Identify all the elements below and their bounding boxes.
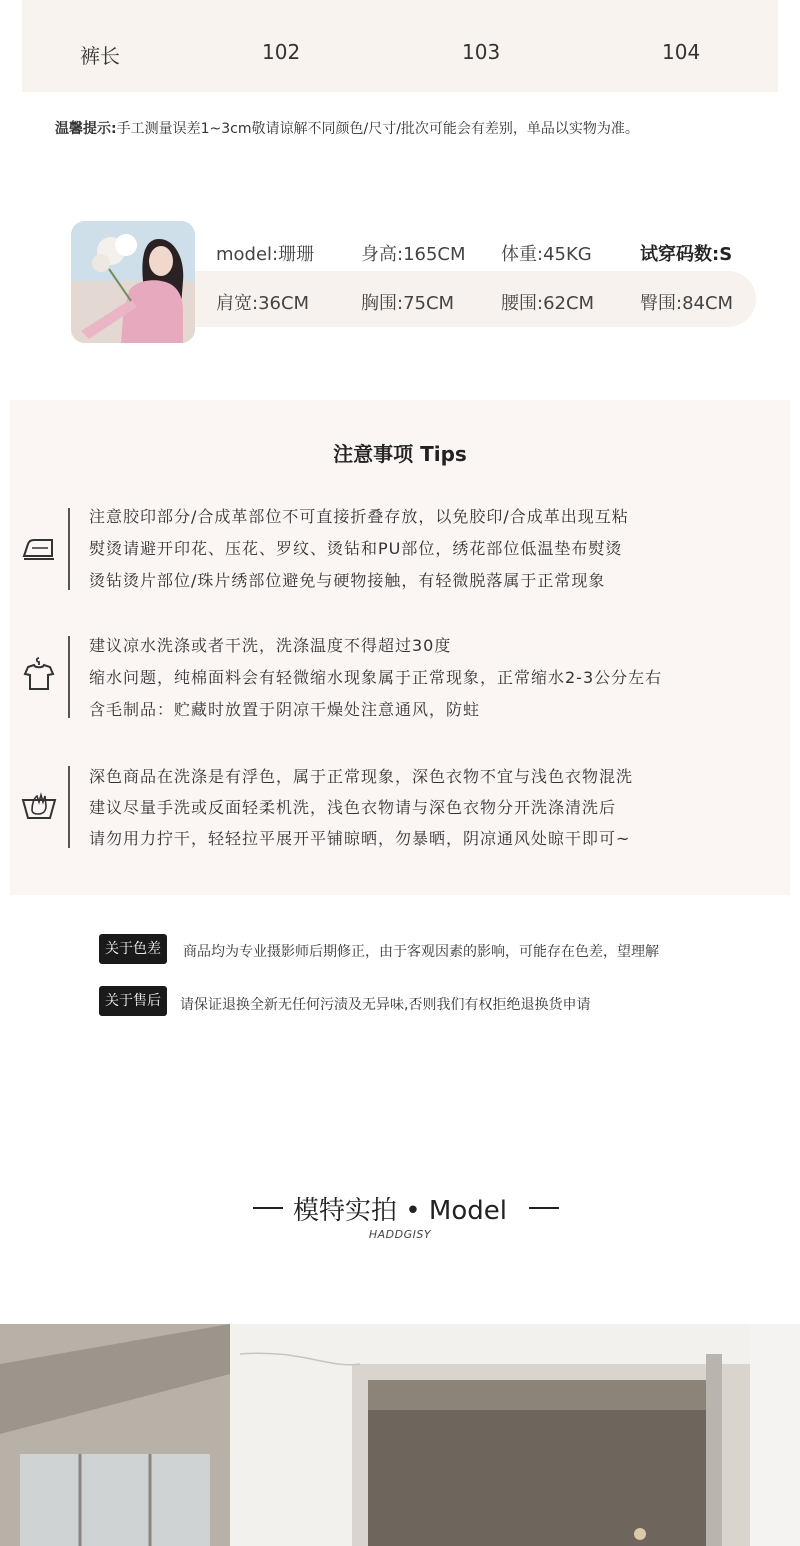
after-sales-badge: 关于售后 bbox=[99, 986, 167, 1016]
size-value: 103 bbox=[462, 40, 501, 64]
model-name: model:珊珊 bbox=[216, 244, 315, 265]
tip-line: 缩水问题，纯棉面料会有轻微缩水现象属于正常现象，正常缩水2-3公分左右 bbox=[89, 668, 663, 687]
iron-icon bbox=[20, 528, 58, 566]
notice-label: 温馨提示: bbox=[55, 121, 117, 137]
size-value: 102 bbox=[262, 40, 301, 64]
section-title: 模特实拍 • Model bbox=[293, 1196, 507, 1226]
model-hip: 臀围:84CM bbox=[640, 293, 734, 314]
tip-line: 深色商品在洗涤是有浮色，属于正常现象，深色衣物不宜与浅色衣物混洗 bbox=[89, 767, 634, 786]
tip-line: 请勿用力拧干，轻轻拉平展开平铺晾晒，勿暴晒，阴凉通风处晾干即可~ bbox=[89, 829, 631, 848]
model-photo bbox=[0, 1324, 800, 1546]
measurement-notice bbox=[55, 118, 639, 138]
color-diff-badge: 关于色差 bbox=[99, 934, 167, 964]
tip-line: 熨烫请避开印花、压花、罗纹、烫钻和PU部位，绣花部位低温垫布熨烫 bbox=[89, 539, 623, 558]
size-table-row bbox=[22, 0, 778, 92]
tip-line: 含毛制品：贮藏时放置于阴凉干燥处注意通风，防蛀 bbox=[89, 700, 481, 719]
model-trial-size: 试穿码数:S bbox=[640, 244, 733, 265]
model-weight: 体重:45KG bbox=[501, 244, 592, 265]
tip-line: 注意胶印部分/合成革部位不可直接折叠存放，以免胶印/合成革出现互粘 bbox=[89, 507, 629, 526]
tip-divider bbox=[68, 636, 70, 718]
size-value: 104 bbox=[662, 40, 701, 64]
tip-divider bbox=[68, 508, 70, 590]
model-waist: 腰围:62CM bbox=[501, 293, 595, 314]
tip-line: 烫钻烫片部位/珠片绣部位避免与硬物接触，有轻微脱落属于正常现象 bbox=[89, 571, 606, 590]
color-diff-text: 商品均为专业摄影师后期修正，由于客观因素的影响，可能存在色差，望理解 bbox=[183, 944, 659, 960]
title-dash-right bbox=[529, 1207, 559, 1209]
model-height: 身高:165CM bbox=[361, 244, 466, 265]
model-shoulder: 肩宽:36CM bbox=[216, 293, 310, 314]
tip-line: 建议尽量手洗或反面轻柔机洗，浅色衣物请与深色衣物分开洗涤清洗后 bbox=[89, 798, 617, 817]
model-bust: 胸围:75CM bbox=[361, 293, 455, 314]
tip-divider bbox=[68, 766, 70, 848]
model-avatar bbox=[71, 221, 195, 343]
tip-line: 建议凉水洗涤或者干洗，洗涤温度不得超过30度 bbox=[89, 636, 452, 655]
hanging-shirt-icon bbox=[20, 655, 58, 693]
tips-title: 注意事项 Tips bbox=[333, 442, 467, 466]
size-row-label: 裤长 bbox=[80, 44, 120, 68]
after-sales-text: 请保证退换全新无任何污渍及无异味,否则我们有权拒绝退换货申请 bbox=[180, 997, 591, 1013]
notice-text: 手工测量误差1~3cm敬请谅解不同颜色/尺寸/批次可能会有差别，单品以实物为准。 bbox=[116, 121, 639, 137]
hand-wash-icon bbox=[20, 786, 58, 824]
section-subtitle: HADDGISY bbox=[368, 1228, 432, 1241]
